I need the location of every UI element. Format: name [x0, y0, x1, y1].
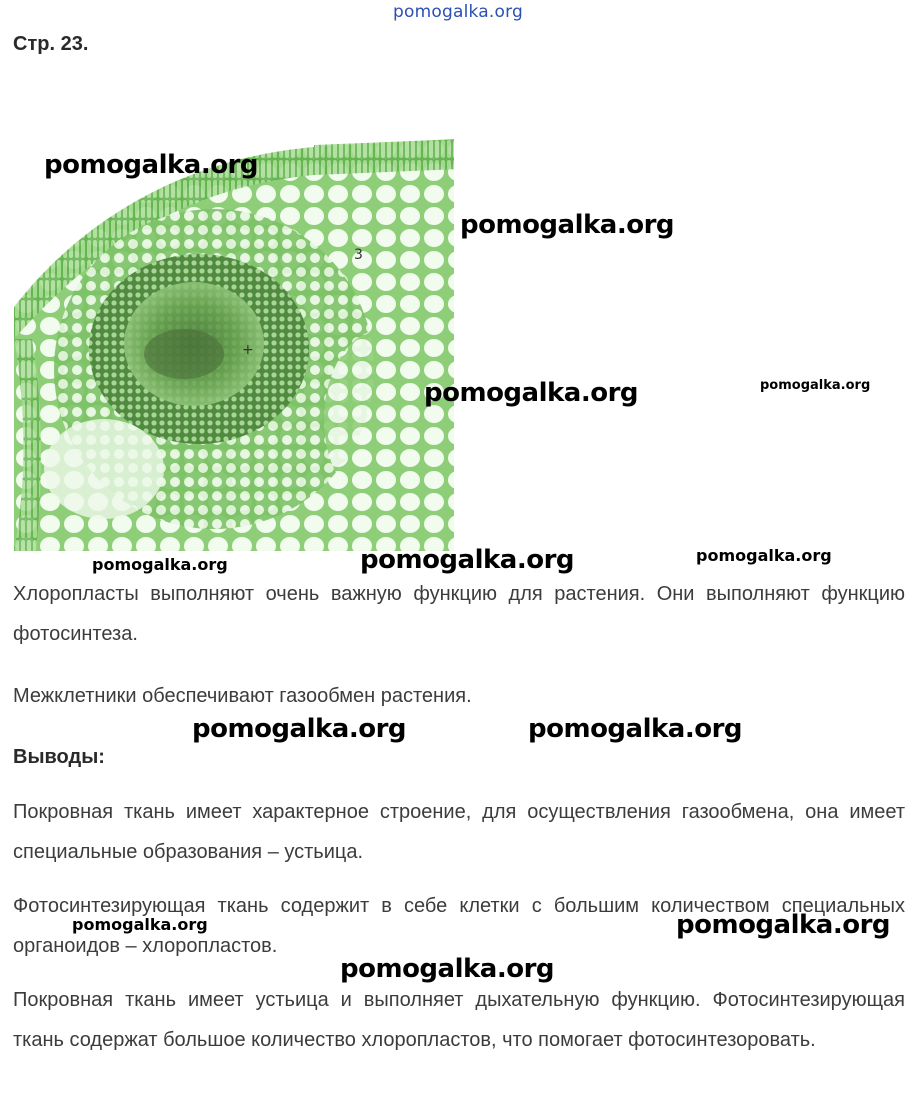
conclusion-summary: Покровная ткань имеет устьица и выполняет дыхательную функцию. Фотосинтезирующая ткань содержат большое количество хлоропластов, что помогает фотосинтезоровать.: [13, 989, 905, 1051]
paragraph-intercellular: Межклетники обеспечивают газообмен растения.: [13, 685, 472, 707]
watermark: pomogalka.org: [696, 546, 832, 565]
watermark: pomogalka.org: [676, 910, 891, 940]
watermark: pomogalka.org: [72, 915, 208, 934]
conclusion-photosynthetic-tissue: Фотосинтезирующая ткань содержит в себе клетки с большим количеством специальных органоидов – хлоропластов.: [13, 895, 905, 957]
watermark: pomogalka.org: [760, 378, 871, 393]
watermark: pomogalka.org: [340, 954, 555, 984]
conclusions-heading: Выводы:: [13, 746, 105, 768]
paragraph-chloroplasts: Хлоропласты выполняют очень важную функцию для растения. Они выполняют функцию фотосинтеза.: [13, 583, 905, 645]
svg-text:3: 3: [354, 247, 363, 263]
watermark: pomogalka.org: [92, 555, 228, 574]
svg-text:+: +: [242, 342, 254, 358]
page-number: Стр. 23.: [13, 33, 89, 55]
watermark: pomogalka.org: [424, 378, 639, 408]
leaf-cross-section-image: [14, 139, 460, 551]
watermark: pomogalka.org: [192, 714, 407, 744]
watermark: pomogalka.org: [360, 545, 575, 575]
watermark: pomogalka.org: [460, 210, 675, 240]
conclusion-cover-tissue: Покровная ткань имеет характерное строение, для осуществления газообмена, она имеет специальные образования – устьица.: [13, 801, 905, 863]
watermark: pomogalka.org: [528, 714, 743, 744]
site-link[interactable]: pomogalka.org: [393, 2, 523, 22]
watermark: pomogalka.org: [44, 150, 259, 180]
